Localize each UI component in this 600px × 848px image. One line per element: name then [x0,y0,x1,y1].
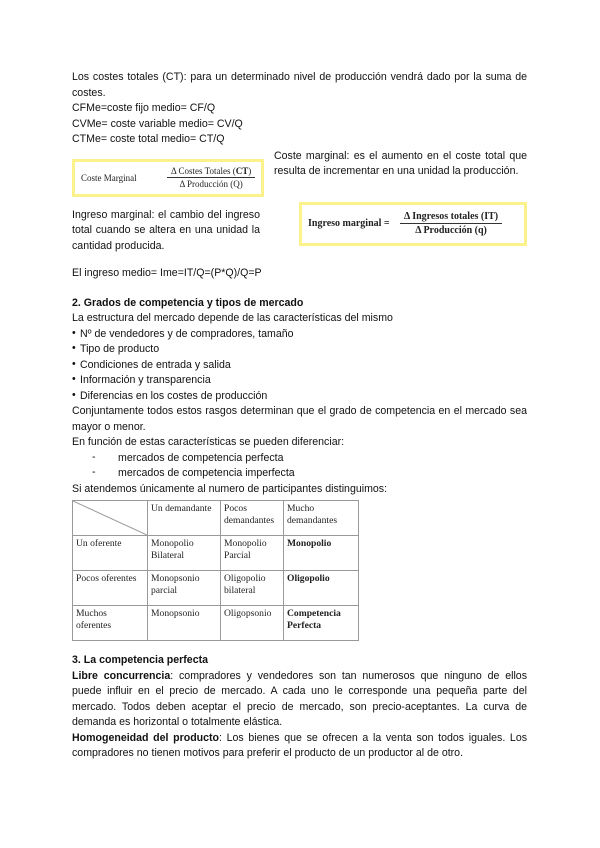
table-row [73,571,359,606]
marginal-revenue-fraction [400,211,502,236]
costs-intro: Los costes totales (CT): para un determinado nivel de producción vendrá dado por la suma de costes. [72,71,527,99]
list-item: • Información y transparencia [72,373,211,386]
document-page [72,70,527,762]
table-cell: Monopolio Bilateral [148,536,221,571]
free-competition-paragraph: Libre concurrencia: compradores y vendedores son tan numerosos que ninguno de ellos puede influir en el precio de mercado. A cada uno le corresponde una pequeña parte del mercado. Todos deben aceptar el precio de mercado, son precio-aceptantes. La curva de demanda es horizontal o totalmente elástica. [72,669,527,728]
cfme-line: CFMe=coste fijo medio= CF/Q [72,102,216,114]
table-cell: Monopolio [284,536,359,571]
table-cell: Monopsonio parcial [148,571,221,606]
marginal-revenue-text: Ingreso marginal: el cambio del ingreso total cuando se altera en una unidad la cantidad producida. [72,208,260,252]
table-cell: Monopsonio [148,606,221,641]
table-cell: Pocos oferentes [73,571,148,606]
list-item: • Condiciones de entrada y salida [72,357,231,371]
list-item: • Tipo de producto [72,342,160,355]
table-row [73,606,359,641]
marginal-cost-denominator: Δ Producción (Q) [179,179,243,189]
cvme-line: CVMe= coste variable medio= CV/Q [72,117,243,130]
marginal-cost-label: Coste Marginal [81,172,137,183]
marginal-cost-text: Coste marginal: es el aumento en el coste total que resulta de incrementar en una unidad la producción. [274,149,527,177]
marginal-cost-formula [72,159,264,197]
table-cell: Muchos oferentes [73,606,148,641]
table-row [73,501,359,536]
list-item: - mercados de competencia imperfecta [92,466,295,479]
average-revenue: El ingreso medio= Ime=IT/Q=(P*Q)/Q=P [72,267,262,279]
list-item: • Nº de vendedores y de compradores, tamaño [72,326,294,340]
marginal-cost-numerator: Δ Costes Totales (CT) [167,166,255,178]
section2-title: 2. Grados de competencia y tipos de mercado [72,296,304,309]
table-cell: Oligopolio bilateral [221,571,284,606]
section3-title: 3. La competencia perfecta [72,654,209,666]
list-item: • Diferencias en los costes de producción [72,388,268,402]
market-structure-table [72,500,359,641]
table-row [73,536,359,571]
table-cell: Oligopolio [284,571,359,606]
table-cell: Oligopsonio [221,606,284,641]
table-cell: Competencia Perfecta [284,606,359,641]
section2-conclusion: Conjuntamente todos estos rasgos determinan que el grado de competencia en el mercado sea mayor o menor. [72,405,527,433]
marginal-revenue-formula [299,202,527,246]
table-corner-cell [73,501,148,536]
section2-differentiate: En función de estas características se pueden diferenciar: [72,436,345,448]
diagonal-line [73,501,147,535]
marginal-cost-row [72,149,527,197]
table-cell: Monopolio Parcial [221,536,284,571]
section2-intro: La estructura del mercado depende de las características del mismo [72,312,393,324]
marginal-revenue-row [72,202,527,255]
marginal-revenue-label: Ingreso marginal = [308,218,390,229]
homogeneity-paragraph: Homogeneidad del producto: Los bienes que se ofrecen a la venta son todos iguales. Los compradores no tienen motivos para preferir el producto de un productor al de otro. [72,731,528,759]
marginal-revenue-numerator: Δ Ingresos totales (IT) [400,211,502,224]
ctme-line: CTMe= coste total medio= CT/Q [72,133,225,145]
characteristics-list [72,327,527,405]
section2-participants: Si atendemos únicamente al numero de participantes distinguimos: [72,482,388,495]
table-header-cell: Un demandante [148,501,221,536]
table-cell: Un oferente [73,536,148,571]
table-header-cell: Pocos demandantes [221,501,284,536]
marginal-cost-fraction [167,166,255,189]
marginal-revenue-denominator: Δ Producción (q) [415,225,487,236]
list-item: - mercados de competencia perfecta [92,450,284,464]
table-header-cell: Mucho demandantes [284,501,359,536]
